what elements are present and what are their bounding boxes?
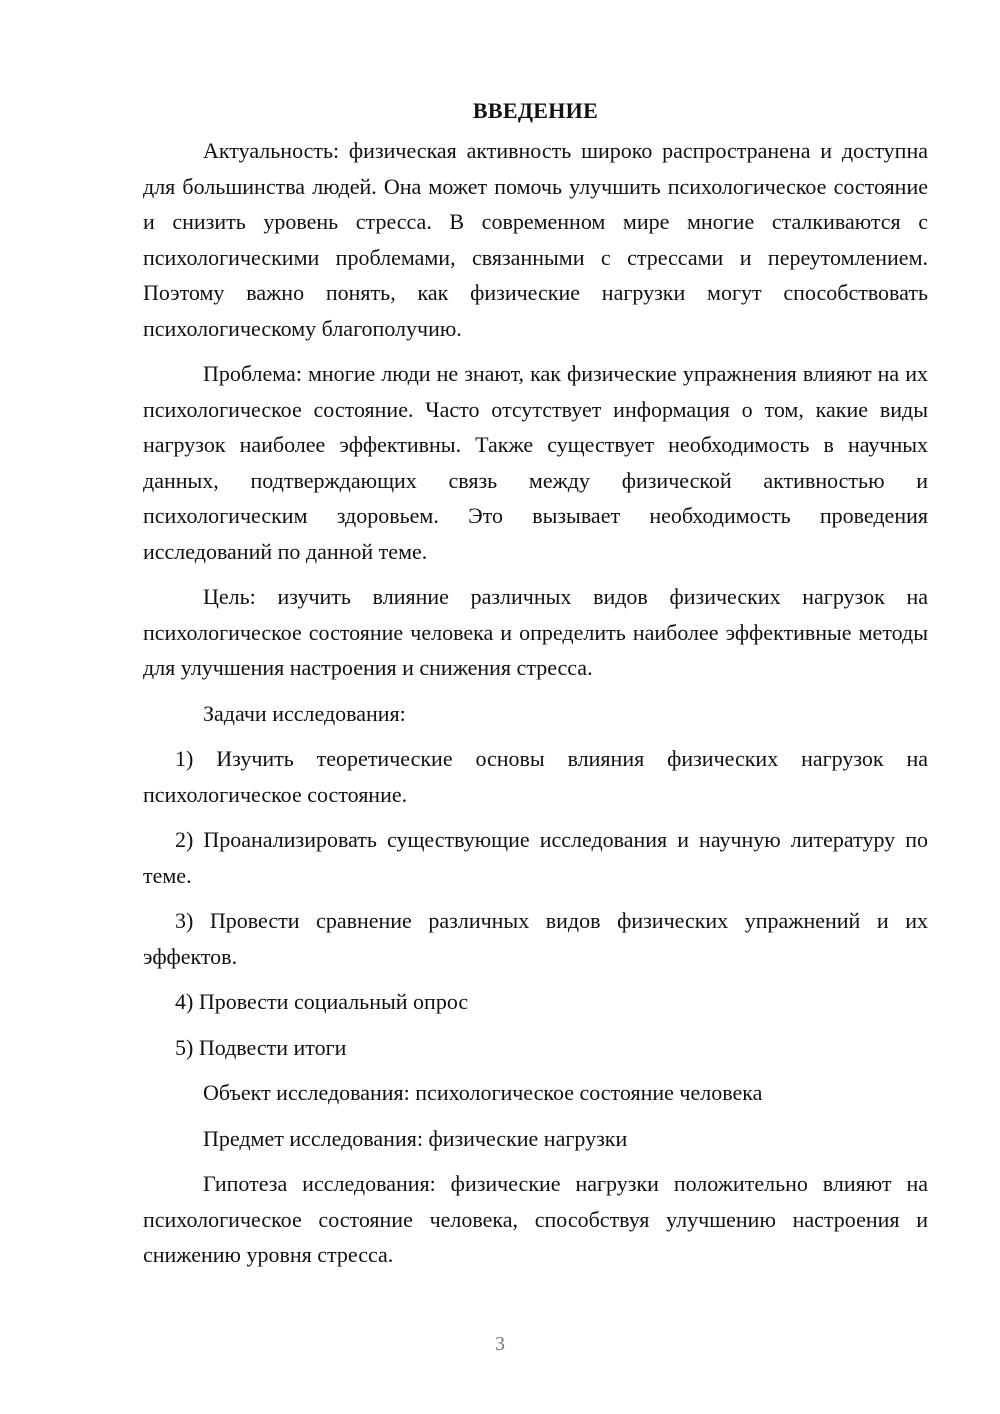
- research-object: Объект исследования: психологическое состояние человека: [203, 1080, 763, 1105]
- paragraph-problem: Проблема: многие люди не знают, как физические упражнения влияют на их психологическое состояние. Часто отсутствует информация о том, какие виды нагрузок наиболее эффективны. Также существует необходимость в научных данных, подтверждающих связь между физической активностью и психологическим здоровьем. Это вызывает необходимость проведения исследований по данной теме.: [143, 361, 928, 564]
- document-page: [143, 96, 928, 1283]
- research-hypothesis: Гипотеза исследования: физические нагрузки положительно влияют на психологическое состояние человека, способствуя улучшению настроения и снижению уровня стресса.: [143, 1171, 928, 1267]
- tasks-title: Задачи исследования:: [203, 700, 406, 726]
- research-subject: Предмет исследования: физические нагрузки: [203, 1125, 628, 1151]
- task-item-1: 1) Изучить теоретические основы влияния физических нагрузок на психологическое состояние.: [143, 746, 928, 807]
- paragraph-goal: Цель: изучить влияние различных видов физических нагрузок на психологическое состояние человека и определить наиболее эффективные методы для улучшения настроения и снижения стресса.: [143, 584, 928, 680]
- task-item-2: 2) Проанализировать существующие исследования и научную литературу по теме.: [143, 827, 928, 888]
- task-item-3: 3) Провести сравнение различных видов физических упражнений и их эффектов.: [143, 908, 928, 969]
- task-item-4: 4) Провести социальный опрос: [175, 989, 469, 1014]
- task-item-5: 5) Подвести итоги: [175, 1034, 347, 1060]
- section-heading: ВВЕДЕНИЕ: [472, 98, 599, 123]
- page-number: 3: [495, 1333, 505, 1355]
- paragraph-relevance: Актуальность: физическая активность широко распространена и доступна для большинства людей. Она может помочь улучшить психологическое состояние и снизить уровень стресса. В современном мире многие сталкиваются с психологическими проблемами, связанными с стрессами и переутомлением. Поэтому важно понять, как физические нагрузки могут способствовать психологическому благополучию.: [143, 138, 928, 341]
